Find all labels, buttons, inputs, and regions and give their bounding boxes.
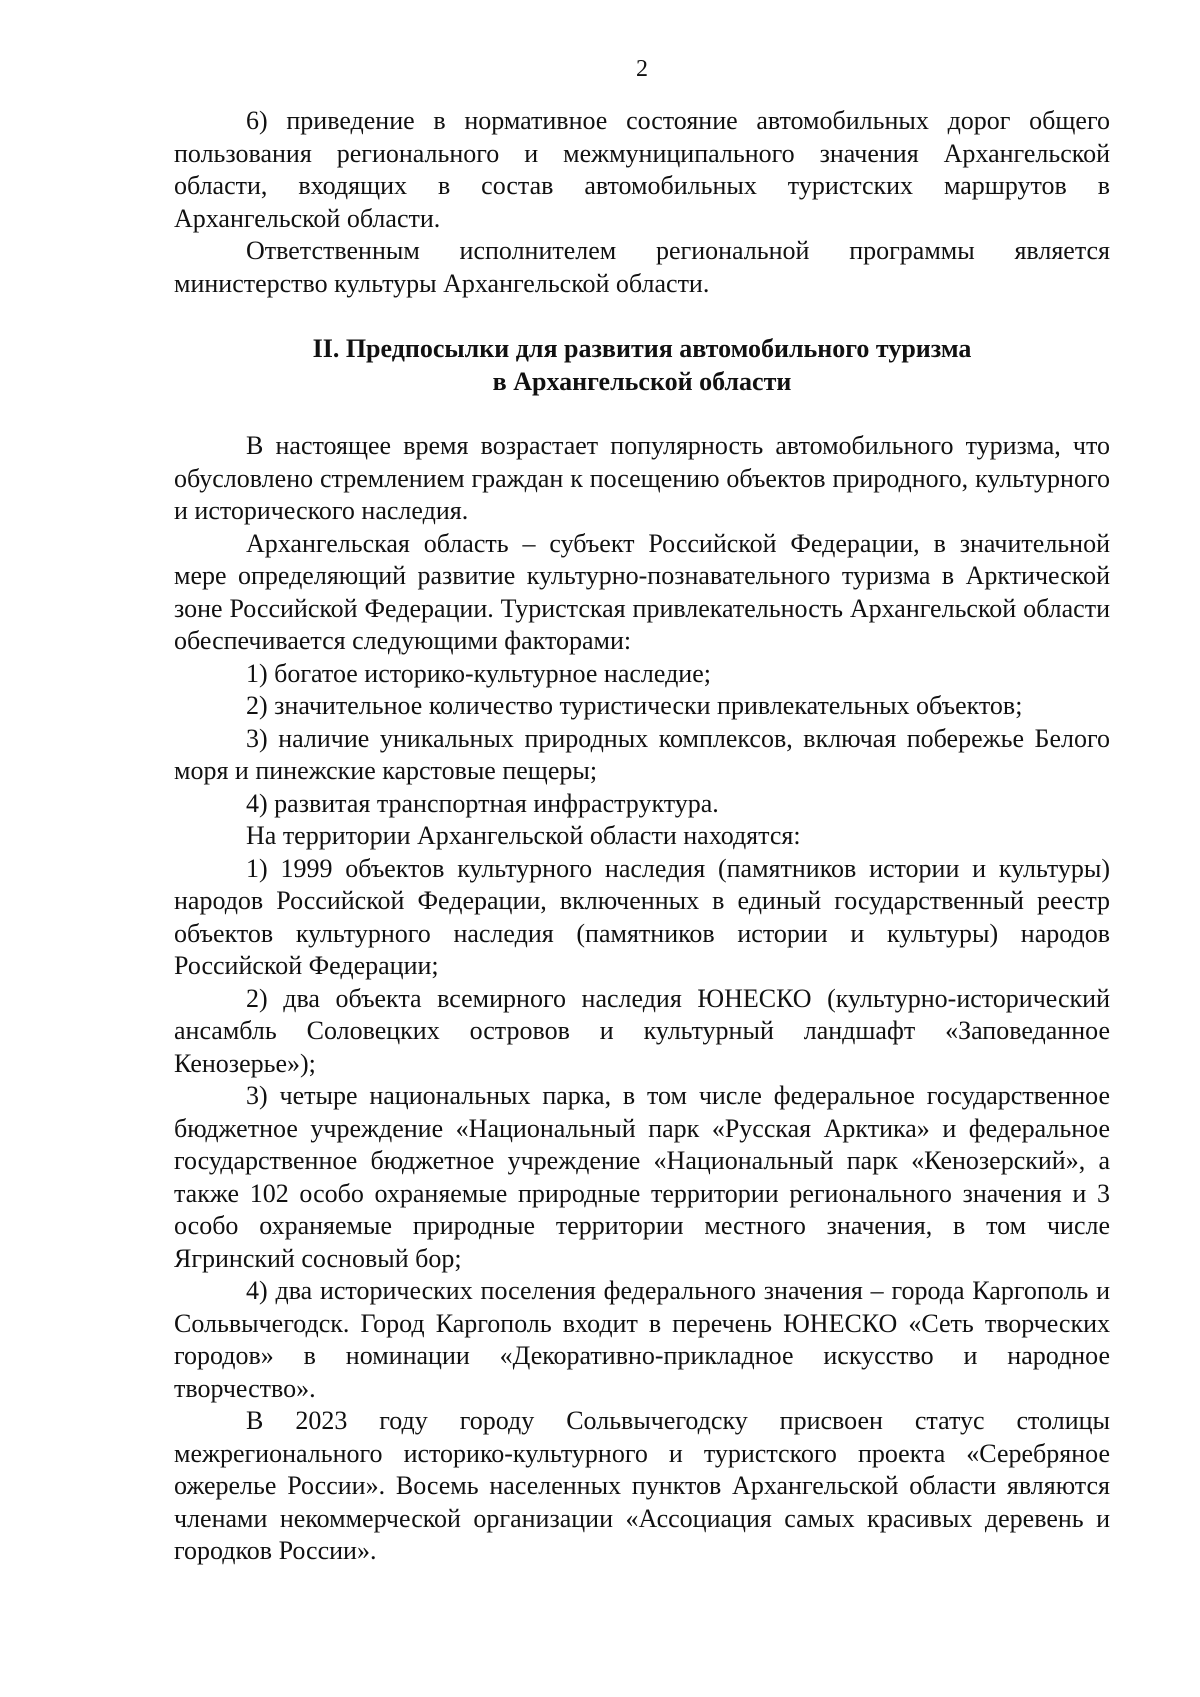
section-heading xyxy=(174,332,1110,398)
list-item-factor-4: 4) развитая транспортная инфраструктура. xyxy=(246,788,719,818)
paragraph-road-improvement: 6) приведение в нормативное состояние автомобильных дорог общего пользования регионального и межмуниципального значения Архангельской области, входящих в состав автомобильных туристских маршрутов в Архангельской области. xyxy=(174,106,1110,233)
paragraph-region-role: Архангельская область – субъект Российской Федерации, в значительной мере определяющий развитие культурно-познавательного туризма в Арктической зоне Российской Федерации. Туристская привлекательность Архангельской области обеспечивается следующими факторами: xyxy=(174,528,1110,655)
page-number-text: 2 xyxy=(636,56,648,82)
list-item-heritage-objects: 1) 1999 объектов культурного наследия (памятников истории и культуры) народов Российской Федерации, включенных в единый государственный реестр объектов культурного наследия (памятников истории и культуры) народов Российской Федерации; xyxy=(174,853,1110,980)
section-heading-line-1: II. Предпосылки для развития автомобильного туризма xyxy=(312,334,972,363)
section-body xyxy=(174,430,1110,1568)
page-number xyxy=(0,54,1200,84)
list-item-factor-1: 1) богатое историко-культурное наследие; xyxy=(246,658,711,688)
list-item-factor-3: 3) наличие уникальных природных комплексов, включая побережье Белого моря и пинежские карстовые пещеры; xyxy=(174,723,1110,785)
paragraph-solvychegodsk: В 2023 году городу Сольвычегодску присвоен статус столицы межрегионального историко-культурного и туристского проекта «Серебряное ожерелье России». Восемь населенных пунктов Архангельской области являются членами некоммерческой организации «Ассоциация самых красивых деревень и городков России». xyxy=(174,1406,1110,1565)
list-item-unesco-sites: 2) два объекта всемирного наследия ЮНЕСКО (культурно-исторический ансамбль Соловецких островов и культурный ландшафт «Заповеданное Кенозерье»); xyxy=(174,983,1110,1078)
list-item-historic-settlements: 4) два исторических поселения федерального значения – города Каргополь и Сольвычегодск. Город Каргополь входит в перечень ЮНЕСКО «Сеть творческих городов» в номинации «Декоративно-прикладное искусство и народное творчество». xyxy=(174,1276,1110,1403)
paragraph-responsible-executor: Ответственным исполнителем региональной программы является министерство культуры Архангельской области. xyxy=(174,236,1110,298)
paragraph-territory-intro: На территории Архангельской области находятся: xyxy=(246,821,801,850)
list-item-national-parks: 3) четыре национальных парка, в том числе федеральное государственное бюджетное учреждение «Национальный парк «Русская Арктика» и федеральное государственное бюджетное учреждение «Национальный парк «Кенозерский», а также 102 особо охраняемые природные территории регионального значения и 3 особо охраняемые природные территории местного значения, в том числе Ягринский сосновый бор; xyxy=(174,1081,1110,1273)
paragraph-popularity: В настоящее время возрастает популярность автомобильного туризма, что обусловлено стремлением граждан к посещению объектов природного, культурного и исторического наследия. xyxy=(174,431,1110,525)
section-heading-line-2: в Архангельской области xyxy=(492,367,792,396)
intro-section xyxy=(174,105,1110,300)
list-item-factor-2: 2) значительное количество туристически привлекательных объектов; xyxy=(246,691,1023,720)
